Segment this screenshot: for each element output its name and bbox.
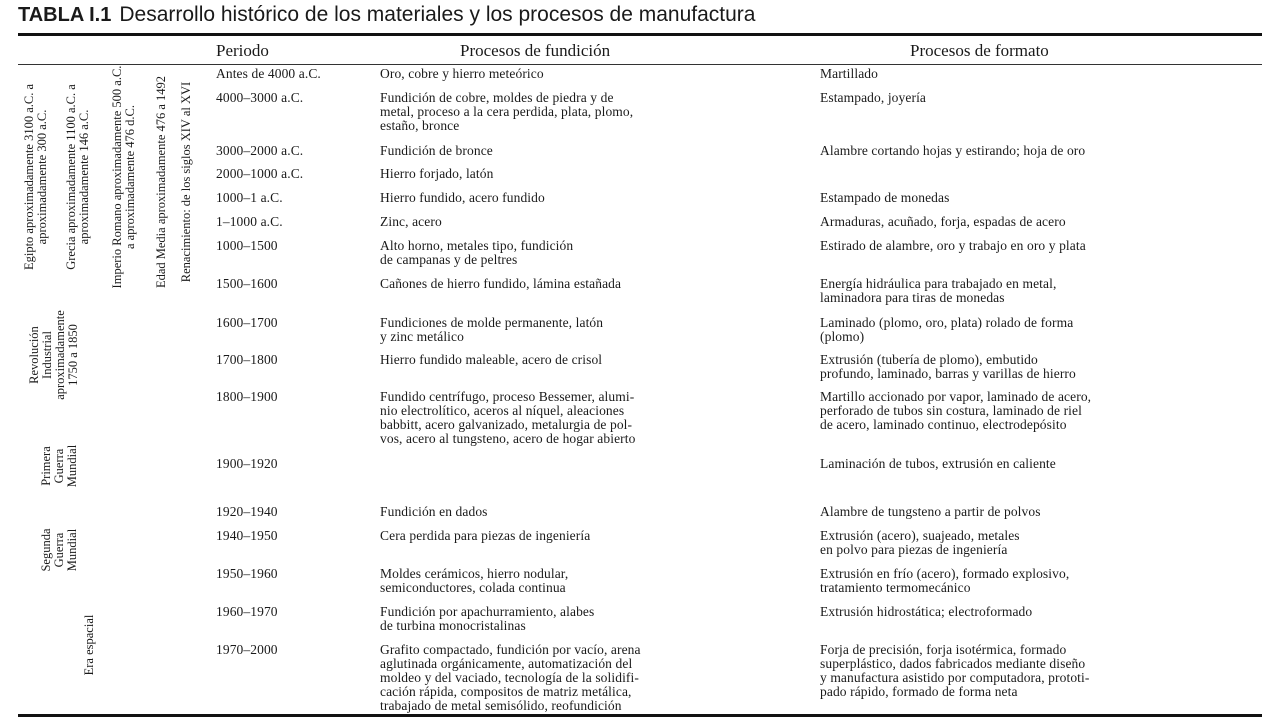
period-cell: 1500–1600 bbox=[216, 276, 278, 291]
header-casting-processes: Procesos de fundición bbox=[460, 41, 611, 60]
forming-cell: Armaduras, acuñado, forja, espadas de acero bbox=[820, 214, 1066, 229]
period-cell: 4000–3000 a.C. bbox=[216, 90, 304, 105]
era-label-egypt: Egipto aproximadamente 3100 a.C. a aproximadamente 300 a.C. bbox=[22, 83, 49, 271]
table-caption: Desarrollo histórico de los materiales y los procesos de manufactura bbox=[119, 3, 756, 26]
header-forming-processes: Procesos de formato bbox=[910, 41, 1049, 60]
period-cell: 1940–1950 bbox=[216, 528, 278, 543]
casting-cell: Zinc, acero bbox=[380, 214, 442, 229]
forming-cell: Martillado bbox=[820, 66, 878, 81]
period-cell: Antes de 4000 a.C. bbox=[216, 66, 321, 81]
casting-cell: Fundición de bronce bbox=[380, 143, 493, 158]
period-cell: 1920–1940 bbox=[216, 504, 278, 519]
forming-cell: Martillo accionado por vapor, laminado de acero, perforado de tubos sin costura, laminado de riel de acero, laminado continuo, electrodepósito bbox=[820, 389, 1092, 432]
forming-cell: Estirado de alambre, oro y trabajo en oro y plata bbox=[820, 238, 1086, 253]
era-label-space-age: Era espacial bbox=[82, 614, 96, 676]
forming-cell: Energía hidráulica para trabajado en metal, laminadora para tiras de monedas bbox=[820, 276, 1057, 305]
era-label-middle-ages: Edad Media aproximadamente 476 a 1492 bbox=[154, 75, 168, 289]
bottom-rule bbox=[18, 714, 1262, 717]
casting-cell: Hierro fundido, acero fundido bbox=[380, 190, 545, 205]
forming-cell: Extrusión (tubería de plomo), embutido profundo, laminado, barras y varillas de hierro bbox=[820, 352, 1076, 381]
period-cell: 1700–1800 bbox=[216, 352, 278, 367]
casting-cell: Fundición en dados bbox=[380, 504, 488, 519]
forming-cell: Extrusión en frío (acero), formado explosivo, tratamiento termomecánico bbox=[820, 566, 1070, 595]
forming-cell: Alambre de tungsteno a partir de polvos bbox=[820, 504, 1041, 519]
era-label-world-war-1: Primera Guerra Mundial bbox=[39, 444, 79, 488]
period-cell: 3000–2000 a.C. bbox=[216, 143, 304, 158]
era-label-world-war-2: Segunda Guerra Mundial bbox=[39, 528, 79, 572]
period-cell: 1000–1500 bbox=[216, 238, 278, 253]
period-cell: 1600–1700 bbox=[216, 315, 278, 330]
casting-cell: Moldes cerámicos, hierro nodular, semiconductores, colada continua bbox=[380, 566, 569, 595]
casting-cell: Fundición de cobre, moldes de piedra y de metal, proceso a la cera perdida, plata, plomo, estaño, bronce bbox=[380, 90, 634, 133]
era-label-industrial-revolution: Revolución Industrial aproximadamente 1750 a 1850 bbox=[27, 310, 80, 400]
forming-cell: Extrusión (acero), suajeado, metales en polvo para piezas de ingeniería bbox=[820, 528, 1020, 557]
period-cell: 1–1000 a.C. bbox=[216, 214, 283, 229]
forming-cell: Extrusión hidrostática; electroformado bbox=[820, 604, 1033, 619]
casting-cell: Fundido centrífugo, proceso Bessemer, alumi- nio electrolítico, aceros al níquel, aleaciones babbitt, acero galvanizado, metalurgia de pol- vos, acero al tungsteno, acero de hogar abierto bbox=[380, 389, 636, 446]
period-cell: 1950–1960 bbox=[216, 566, 278, 581]
table-title bbox=[18, 2, 755, 32]
casting-cell: Grafito compactado, fundición por vacío, arena aglutinada orgánicamente, automatización del moldeo y del vaciado, tecnología de la solidifi- cación rápida, compositos de matriz metálica, trabajado de metal semisólido, reofundición bbox=[380, 642, 641, 713]
period-cell: 1900–1920 bbox=[216, 456, 278, 471]
period-cell: 1970–2000 bbox=[216, 642, 278, 657]
era-label-roman-empire: Imperio Romano aproximadamente 500 a.C. a aproximadamente 476 d.C. bbox=[110, 65, 137, 289]
period-cell: 1000–1 a.C. bbox=[216, 190, 283, 205]
forming-cell: Laminación de tubos, extrusión en caliente bbox=[820, 456, 1056, 471]
casting-cell: Hierro fundido maleable, acero de crisol bbox=[380, 352, 603, 367]
era-label-greece: Grecia aproximadamente 1100 a.C. a aproximadamente 146 a.C. bbox=[64, 84, 91, 270]
forming-cell: Estampado de monedas bbox=[820, 190, 950, 205]
era-label-renaissance: Renacimiento: de los siglos XIV al XVI bbox=[179, 81, 193, 283]
forming-cell: Alambre cortando hojas y estirando; hoja de oro bbox=[820, 143, 1086, 158]
casting-cell: Cera perdida para piezas de ingeniería bbox=[380, 528, 591, 543]
casting-cell: Cañones de hierro fundido, lámina estañada bbox=[380, 276, 622, 291]
casting-cell: Fundición por apachurramiento, alabes de turbina monocristalinas bbox=[380, 604, 595, 633]
forming-cell: Laminado (plomo, oro, plata) rolado de forma (plomo) bbox=[820, 315, 1074, 344]
header-period: Periodo bbox=[216, 41, 269, 60]
period-cell: 1800–1900 bbox=[216, 389, 278, 404]
casting-cell: Oro, cobre y hierro meteórico bbox=[380, 66, 544, 81]
casting-cell: Fundiciones de molde permanente, latón y zinc metálico bbox=[380, 315, 604, 344]
period-cell: 2000–1000 a.C. bbox=[216, 166, 304, 181]
casting-cell: Alto horno, metales tipo, fundición de campanas y de peltres bbox=[380, 238, 574, 267]
table-number: TABLA I.1 bbox=[18, 4, 112, 26]
forming-cell: Forja de precisión, forja isotérmica, formado superplástico, dados fabricados mediante diseño y manufactura asistido por computadora, prototi- pado rápido, formado de forma neta bbox=[820, 642, 1090, 699]
forming-cell: Estampado, joyería bbox=[820, 90, 927, 105]
top-rule bbox=[18, 33, 1262, 36]
header-rule bbox=[18, 64, 1262, 65]
casting-cell: Hierro forjado, latón bbox=[380, 166, 494, 181]
period-cell: 1960–1970 bbox=[216, 604, 278, 619]
